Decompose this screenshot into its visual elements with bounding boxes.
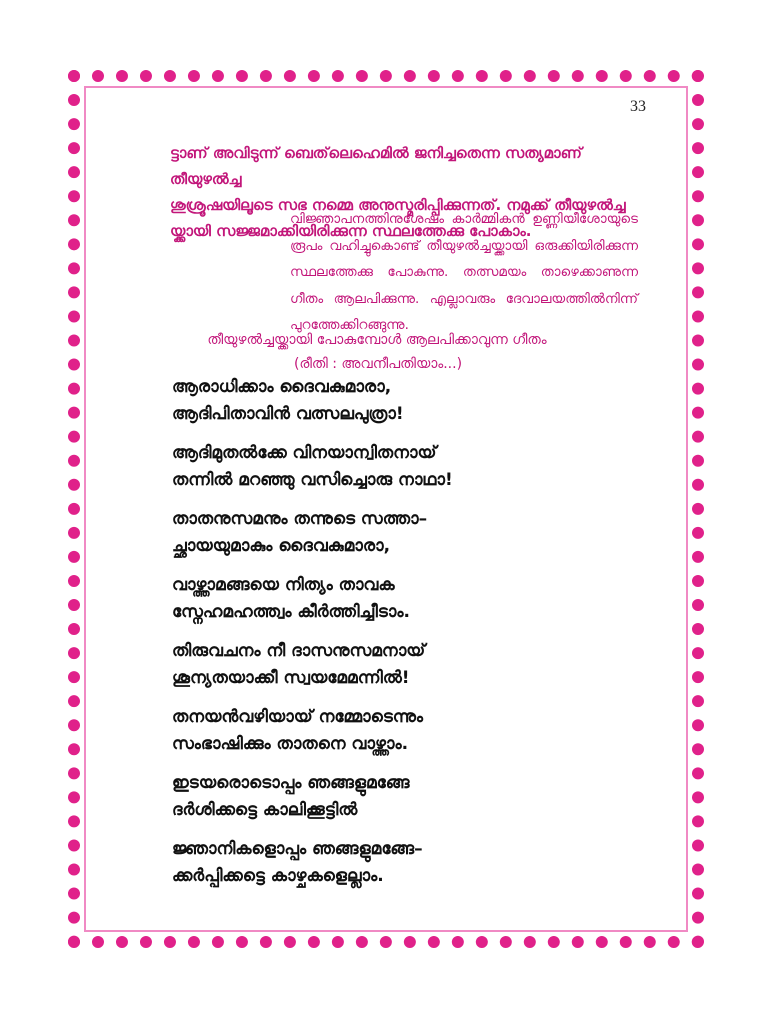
verse-line: തനയൻവഴിയായ് നമ്മോടെന്നും bbox=[172, 707, 424, 727]
hymn-tune: (രീതി : അവനീപതിയാം...) bbox=[293, 356, 463, 372]
verse-line: ആദിമുതൽക്കേ വിനയാന്വിതനായ് bbox=[172, 443, 437, 463]
stanza bbox=[172, 836, 572, 890]
stanza bbox=[172, 770, 572, 824]
stanza bbox=[172, 374, 572, 428]
stanza bbox=[172, 704, 572, 758]
stanza bbox=[172, 506, 572, 560]
verse-line: ആദിപിതാവിൻ വത്സലപുത്രാ! bbox=[172, 404, 404, 424]
verse-line: താതനുസമനും തന്നുടെ സത്താ– bbox=[172, 509, 428, 529]
rubric-instruction: വിജ്ഞാപനത്തിനുശേഷം കാർമ്മികൻ ഉണ്ണിയീശോയുടെ രൂപം വഹിച്ചുകൊണ്ട് തീയുഴൽച്ചയ്ക്കായി ഒരുക്കിയിരിക്കുന്ന സ്ഥലത്തേക്കു പോകുന്നു. തത്സമയം താഴെക്കാണുന്ന ഗീതം ആലപിക്കുന്നു. എല്ലാവരും ദേവാലയത്തിൽനിന്ന് പുറത്തേക്കിറങ്ങുന്നു. bbox=[290, 211, 638, 333]
rubric-intro-line: ശുശ്രൂഷയിലൂടെ സഭ നമ്മെ അനുസ്മരിപ്പിക്കുന്നത്. നമുക്ക് തീയുഴൽച്ച bbox=[170, 196, 626, 214]
verse-line: തിരുവചനം നീ ദാസനുസമനായ് bbox=[172, 641, 426, 661]
verse-line: ദർശിക്കട്ടെ കാലിക്കൂട്ടിൽ bbox=[172, 800, 358, 820]
page-number: 33 bbox=[630, 98, 646, 115]
verse-line: ച്ഛായയുമാകും ദൈവകുമാരാ, bbox=[172, 536, 391, 556]
stanza bbox=[172, 572, 572, 626]
verse-line: ശൂന്യതയാക്കീ സ്വയമേമന്നിൽ! bbox=[172, 668, 410, 688]
hymn-title: തീയുഴൽച്ചയ്ക്കായി പോകുമ്പോൾ ആലപിക്കാവുന്ന ഗീതം bbox=[207, 332, 547, 348]
verse-line: ജ്ഞാനികളൊപ്പം ഞങ്ങളുമങ്ങേ– bbox=[172, 839, 423, 859]
verse-line: വാഴ്ത്താമങ്ങയെ നിത്യം താവക bbox=[172, 575, 395, 595]
hymn-verses bbox=[172, 374, 572, 902]
verse-line: സ്നേഹമഹത്ത്വം കീർത്തിച്ചീടാം. bbox=[172, 602, 410, 622]
verse-line: സംഭാഷിക്കും താതനെ വാഴ്ത്താം. bbox=[172, 734, 409, 754]
verse-line: ആരാധിക്കാം ദൈവകുമാരാ, bbox=[172, 377, 392, 397]
rubric-intro-line: ട്ടാണ് അവിടുന്ന് ബെത്‌ലെഹെമിൽ ജനിച്ചതെന്ന സത്യമാണ് തീയുഴൽച്ച bbox=[170, 144, 582, 188]
stanza bbox=[172, 638, 572, 692]
stanza bbox=[172, 440, 572, 494]
hymn-heading bbox=[0, 328, 762, 376]
verse-line: ഇടയരൊടൊപ്പം ഞങ്ങളുമങ്ങേ bbox=[172, 773, 410, 793]
verse-line: തന്നിൽ മറഞ്ഞു വസിച്ചൊരു നാഥാ! bbox=[172, 470, 453, 490]
verse-line: ക്കർപ്പിക്കട്ടെ കാഴ്ചകളെല്ലാം. bbox=[172, 866, 384, 886]
rubric-intro-line: യ്ക്കായി സജ്ജമാക്കിയിരിക്കുന്ന സ്ഥലത്തേക്കു പോകാം. bbox=[170, 222, 532, 240]
